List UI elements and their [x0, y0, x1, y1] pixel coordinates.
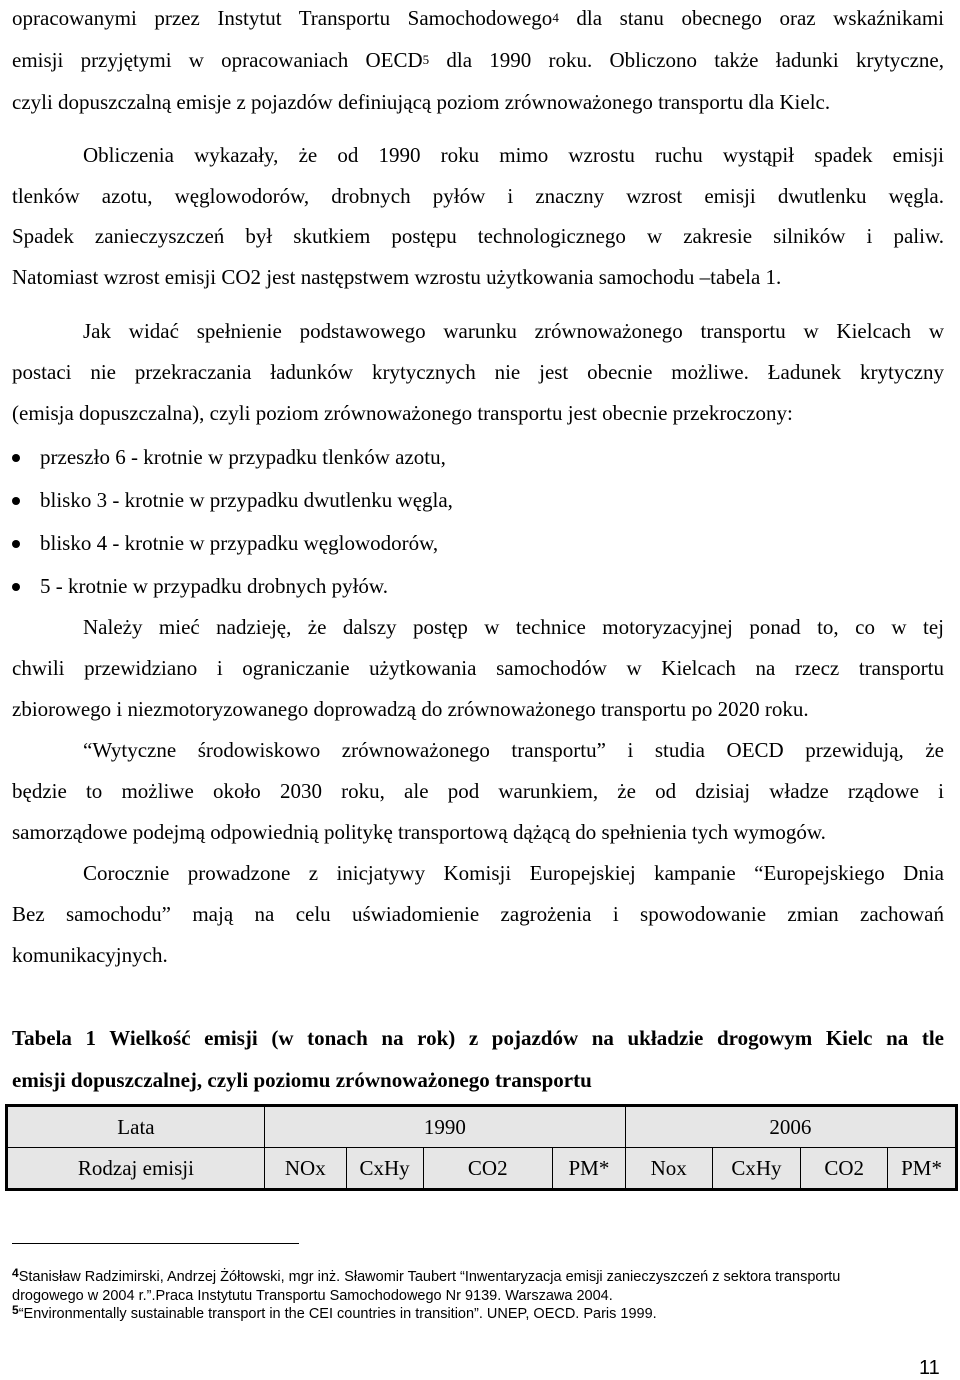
table-cell: PM*	[888, 1148, 957, 1190]
footnote-5: $^5$“Environmentally sustainable transport in the CEI countries in transition”. UNEP, OECD. Paris 1999.	[12, 1303, 657, 1322]
table-row	[7, 1148, 957, 1190]
paragraph-line: komunikacyjnych.	[12, 943, 168, 967]
table-cell: Nox	[625, 1148, 712, 1190]
paragraph-line: czyli dopuszczalną emisje z pojazdów definiującą poziom zrównoważonego transportu dla Kielc.	[12, 90, 831, 114]
paragraph-line: samorządowe podejmą odpowiednią politykę transportową dążącą do spełnienia tych wymogów.	[12, 820, 826, 844]
paragraph-line: Natomiast wzrost emisji CO2 jest następstwem wzrostu użytkowania samochodu –tabela 1.	[12, 265, 782, 289]
list-item: przeszło 6 - krotnie w przypadku tlenków azotu,	[12, 443, 944, 471]
paragraph-line: będzie to możliwe około 2030 roku, ale pod warunkiem, że od dzisiaj władze rządowe i	[12, 779, 944, 803]
table-cell: CxHy	[346, 1148, 423, 1190]
paragraph-line: (emisja dopuszczalna), czyli poziom zrównoważonego transportu jest obecnie przekroczony:	[12, 401, 793, 425]
paragraph-line: Obliczenia wykazały, że od 1990 roku mimo wzrostu ruchu wystąpił spadek emisji	[83, 143, 944, 167]
bullet-icon	[12, 454, 20, 462]
paragraph-line: tlenków azotu, węglowodorów, drobnych pyłów i znaczny wzrost emisji dwutlenku węgla.	[12, 184, 944, 208]
table-cell: CxHy	[712, 1148, 801, 1190]
paragraph-line: emisji przyjętymi w opracowaniach OECD$^5$ dla 1990 roku. Obliczono także ładunki krytyczne,	[12, 48, 945, 72]
footnote-ref-4[interactable]: 4	[552, 10, 559, 25]
footnote-ref-5[interactable]: 5	[422, 52, 430, 67]
list-item: blisko 4 - krotnie w przypadku węglowodorów,	[12, 529, 944, 557]
paragraph-line: Jak widać spełnienie podstawowego warunku zrównoważonego transportu w Kielcach w	[83, 319, 944, 343]
paragraph-line: Spadek zanieczyszczeń był skutkiem postępu technologicznego w zakresie silników i paliw.	[12, 224, 944, 248]
table-cell: NOx	[264, 1148, 346, 1190]
table-cell: CO2	[423, 1148, 553, 1190]
table-header-cell: Rodzaj emisji	[7, 1148, 265, 1190]
paragraph-line: postaci nie przekraczania ładunków krytycznych nie jest obecnie możliwe. Ładunek krytyczny	[12, 360, 944, 384]
table-row	[7, 1106, 957, 1148]
table-cell: CO2	[801, 1148, 888, 1190]
footnote-4: $^4$Stanisław Radzimirski, Andrzej Żółtowski, mgr inż. Sławomir Taubert “Inwentaryzacja emisji zanieczyszczeń z sektora transportu	[12, 1266, 841, 1285]
list-item: blisko 3 - krotnie w przypadku dwutlenku węgla,	[12, 486, 944, 514]
table-caption: emisji dopuszczalnej, czyli poziomu zrównoważonego transportu	[12, 1068, 592, 1092]
bullet-icon	[12, 497, 20, 505]
table-header-cell: 1990	[264, 1106, 625, 1148]
list-item: 5 - krotnie w przypadku drobnych pyłów.	[12, 572, 944, 600]
bullet-icon	[12, 583, 20, 591]
paragraph-line: “Wytyczne środowiskowo zrównoważonego transportu” i studia OECD przewidują, że	[83, 738, 944, 762]
paragraph-line: Corocznie prowadzone z inicjatywy Komisji Europejskiej kampanie “Europejskiego Dnia	[83, 861, 944, 885]
table-header-cell: Lata	[7, 1106, 265, 1148]
bullet-icon	[12, 540, 20, 548]
paragraph-line: opracowanymi przez Instytut Transportu Samochodowego$^4$ dla stanu obecnego oraz wskaźnikami	[12, 6, 944, 30]
paragraph-line: chwili przewidziano i ograniczanie użytkowania samochodów w Kielcach na rzecz transportu	[12, 656, 944, 680]
table-header-cell: 2006	[625, 1106, 956, 1148]
emissions-table	[5, 1104, 958, 1191]
table-cell: PM*	[553, 1148, 626, 1190]
paragraph-line: Należy mieć nadzieję, że dalszy postęp w technice motoryzacyjnej ponad to, co w tej	[83, 615, 944, 639]
page-number: 11	[919, 1357, 940, 1379]
paragraph-line: zbiorowego i niezmotoryzowanego doprowadzą do zrównoważonego transportu po 2020 roku.	[12, 697, 809, 721]
paragraph-line: Bez samochodu” mają na celu uświadomienie zagrożenia i spowodowanie zmian zachowań	[12, 902, 944, 926]
table-caption: Tabela 1 Wielkość emisji (w tonach na rok) z pojazdów na układzie drogowym Kielc na tle	[12, 1026, 944, 1050]
footnote-separator	[12, 1243, 299, 1244]
footnote-4-cont: drogowego w 2004 r.”.Praca Instytutu Transportu Samochodowego Nr 9139. Warszawa 2004.	[12, 1288, 613, 1304]
